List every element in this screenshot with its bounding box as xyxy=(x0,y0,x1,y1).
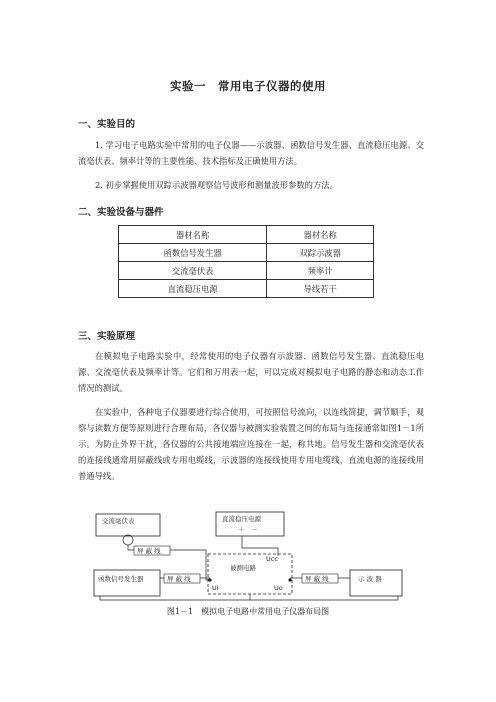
instrument-layout-figure xyxy=(92,510,404,602)
dc-supply-label: 直流稳压电源 xyxy=(222,515,261,523)
table-cell: 双踪示波器 xyxy=(267,244,374,262)
table-cell: 直流稳压电源 xyxy=(119,280,267,298)
purpose-paragraph-2: 2. 初步掌握使用双踪示波器观察信号波形和测量波形参数的方法。 xyxy=(95,180,338,190)
ac-millivoltmeter-label: 交流毫伏表 xyxy=(102,517,135,525)
dc-supply-wire xyxy=(242,536,278,556)
page-title: 实验一 常用电子仪器的使用 xyxy=(170,79,326,93)
table-header-cell: 器材名称 xyxy=(119,226,267,244)
oscilloscope-label: 示 波 器 xyxy=(358,575,382,583)
principle-paragraph-1: 在模拟电子电路实验中，经常使用的电子仪器有示波器、函数信号发生器、直流稳压电源、交流毫伏表及频率计等。它们和万用表一起，可以完成对模拟电子电路的静态和动态工作情况的测试。 xyxy=(78,351,424,393)
oscilloscope-box xyxy=(350,570,402,596)
figure-caption: 图1－1 模拟电子电路中常用电子仪器布局图 xyxy=(166,607,330,616)
table-row xyxy=(119,262,374,280)
shield-cable-label-3: 屏 蔽 线 xyxy=(305,575,329,583)
uo-label: Uo xyxy=(274,584,283,592)
shield-cable-label-1: 屏 蔽 线 xyxy=(137,547,161,555)
dut-label: 被测电路 xyxy=(230,564,256,572)
ui-label: Ui xyxy=(212,584,219,592)
table-header-cell: 器材名称 xyxy=(267,226,374,244)
dc-supply-terminals: ＋ － xyxy=(238,526,258,534)
principle-paragraph-2: 在实验中，各种电子仪器要进行综合使用，可按照信号流向，以连线简捷，调节顺手，观察与读数方便等原则进行合理布局，各仪器与被测实验装置之间的布局与连接通常如图1－1所示。为防止外界干扰，各仪器的公共接地端应连接在一起，称共地。信号发生器和交流毫伏表的连接线通常用屏蔽线或专用电缆线，示波器的连接线使用专用电缆线，直流电源的连接线用普通导线。 xyxy=(78,407,424,481)
table-header-row xyxy=(119,226,374,244)
section-heading-purpose: 一、实验目的 xyxy=(78,119,136,130)
ucc-label: Ucc xyxy=(266,555,278,563)
table-cell: 频率计 xyxy=(267,262,374,280)
ac-meter-connector-icon xyxy=(123,535,133,545)
function-generator-label: 函数信号发生器 xyxy=(98,575,144,583)
section-heading-equipment: 二、实验设备与器件 xyxy=(78,207,164,218)
common-ground-wire xyxy=(100,594,398,600)
equipment-table xyxy=(118,225,374,298)
input-node-icon xyxy=(208,578,211,581)
table-cell: 函数信号发生器 xyxy=(119,244,267,262)
function-generator-box xyxy=(94,570,160,596)
section-heading-principle: 三、实验原理 xyxy=(78,331,136,342)
table-cell: 导线若干 xyxy=(267,280,374,298)
shield-cable-label-2: 屏 蔽 线 xyxy=(167,575,191,583)
output-node-icon xyxy=(288,578,291,581)
table-row xyxy=(119,244,374,262)
table-cell: 交流毫伏表 xyxy=(119,262,267,280)
purpose-paragraph-1: 1. 学习电子电路实验中常用的电子仪器——示波器、函数信号发生器、直流稳压电源、交流毫伏表、频率计等的主要性能、技术指标及正确使用方法。 xyxy=(78,140,424,166)
table-row xyxy=(119,280,374,298)
